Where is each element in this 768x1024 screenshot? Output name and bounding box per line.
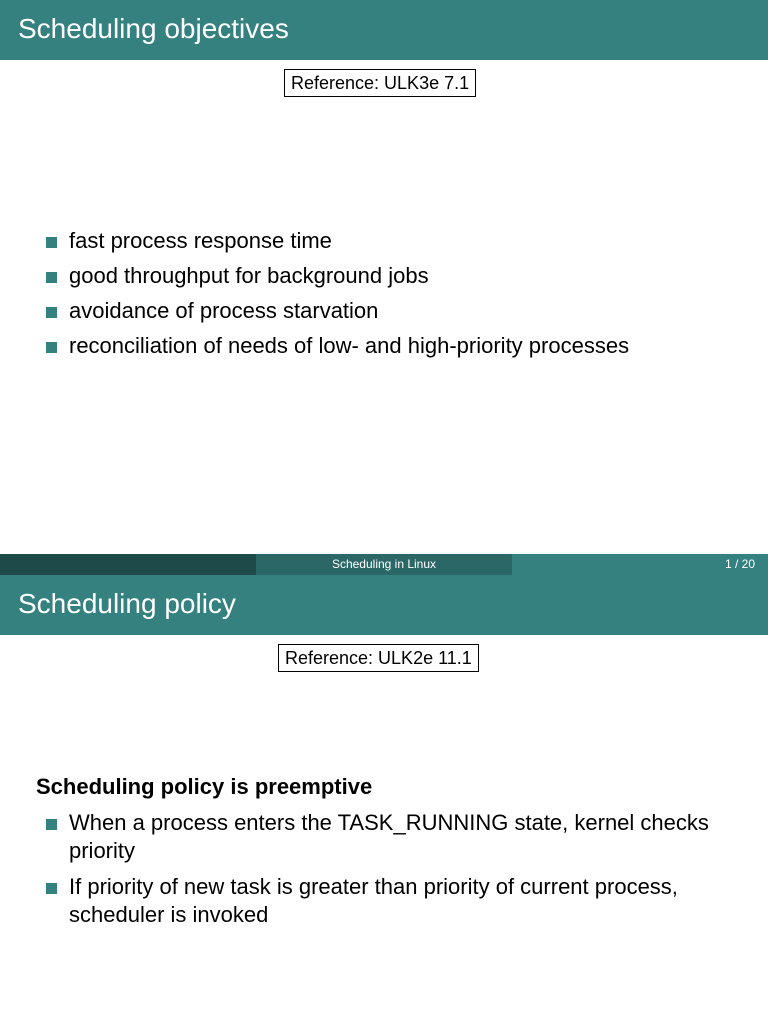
- list-item: [46, 262, 746, 290]
- bullet-list: [46, 809, 746, 937]
- bullet-text: good throughput for background jobs: [69, 263, 429, 288]
- list-item: [46, 227, 746, 255]
- square-bullet-icon: [46, 342, 57, 353]
- square-bullet-icon: [46, 883, 57, 894]
- reference-box: Reference: ULK2e 11.1: [278, 644, 479, 672]
- block-heading: Scheduling policy is preemptive: [36, 774, 373, 799]
- square-bullet-icon: [46, 237, 57, 248]
- square-bullet-icon: [46, 307, 57, 318]
- slide-footer: [0, 554, 768, 575]
- footer-left-segment: [0, 554, 256, 575]
- footer-section-title: Scheduling in Linux: [256, 554, 512, 575]
- slide-title: Scheduling objectives: [18, 13, 289, 44]
- bullet-text: If priority of new task is greater than priority of current process, scheduler is invoked: [69, 874, 678, 927]
- bullet-text: reconciliation of needs of low- and high-priority processes: [69, 333, 630, 358]
- bullet-text: When a process enters the TASK_RUNNING state, kernel checks priority: [69, 810, 709, 863]
- square-bullet-icon: [46, 819, 57, 830]
- bullet-text: avoidance of process starvation: [69, 298, 379, 323]
- footer-page-number: 1 / 20: [512, 554, 768, 575]
- slide-title: Scheduling policy: [18, 588, 236, 619]
- list-item: [46, 332, 746, 360]
- slide-scheduling-policy: [0, 575, 768, 1024]
- square-bullet-icon: [46, 272, 57, 283]
- bullet-text: fast process response time: [69, 228, 332, 253]
- bullet-list: [46, 227, 746, 367]
- list-item: [46, 809, 746, 865]
- list-item: [46, 297, 746, 325]
- reference-box: Reference: ULK3e 7.1: [284, 69, 476, 97]
- title-bar: [0, 575, 768, 635]
- list-item: [46, 873, 746, 929]
- title-bar: [0, 0, 768, 60]
